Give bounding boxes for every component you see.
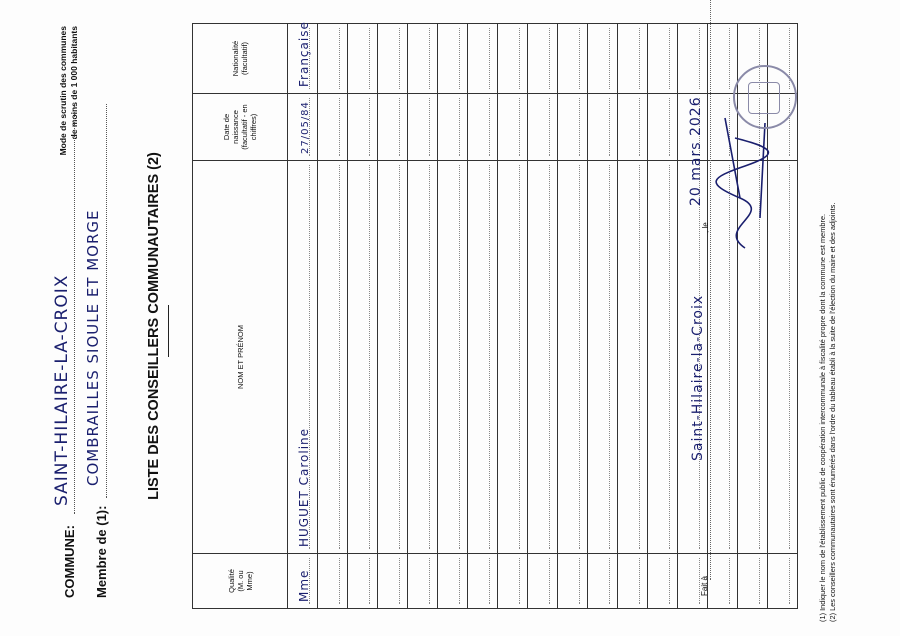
commune-label: COMMUNE: (62, 525, 77, 598)
signature-mark (705, 108, 785, 258)
table-row (618, 24, 648, 609)
header-nationalite: Nationalité (facultatif) (193, 24, 288, 94)
cell-nationalite (288, 21, 318, 94)
table-row (528, 24, 558, 609)
table-row (648, 24, 678, 609)
table-row (408, 24, 438, 609)
title-underline (168, 305, 169, 357)
le-label: , le (701, 222, 710, 233)
header-date: Date de naissance (facultatif - en chiffres) (193, 94, 288, 161)
fait-dotted-line (710, 0, 711, 580)
nationalite-value: Française (297, 21, 311, 87)
membre-value: COMBRAILLES SIOULE ET MORGE (84, 209, 102, 486)
table-header-row (193, 24, 288, 609)
fait-value: Saint-Hilaire-la-Croix (690, 294, 706, 461)
table-row (438, 24, 468, 609)
voting-mode-note (58, 26, 80, 176)
footnote-1: (1) Indiquer le nom de l'établissement public de coopération intercommunale à fiscalité propre dont la commune est membre. (818, 213, 827, 622)
table-row (588, 24, 618, 609)
qualite-value: Mme (297, 569, 311, 602)
table-row (348, 24, 378, 609)
cell-qualite (288, 554, 318, 609)
footnote-2: (2) Les conseillers communautaires sont énumérés dans l'ordre du tableau établi à la suite de l'élection du maire et des adjoints. (828, 202, 837, 622)
cell-date (288, 94, 318, 161)
list-title: LISTE DES CONSEILLERS COMMUNAUTAIRES (2) (146, 152, 162, 500)
commune-value: SAINT-HILAIRE-LA-CROIX (52, 274, 72, 506)
seal-emblem-icon (748, 82, 780, 114)
header-nom: NOM ET PRÉNOM (193, 161, 288, 554)
date-value: 27/05/84 (300, 101, 311, 154)
membre-dotted-line (106, 104, 107, 498)
header-qualite: Qualité (M. ou Mme) (193, 554, 288, 609)
voting-mode-line-1: Mode de scrutin des communes (58, 26, 68, 156)
table-row (318, 24, 348, 609)
membre-label: Membre de (1): (94, 505, 109, 598)
nom-value: HUGUET Caroline (297, 427, 311, 547)
cell-nom (288, 161, 318, 554)
table-row (558, 24, 588, 609)
table-row (378, 24, 408, 609)
table-row (468, 24, 498, 609)
table-row (498, 24, 528, 609)
table-row (288, 24, 318, 609)
fait-label: Fait à (700, 575, 709, 596)
signature-date: 20 mars 2026 (688, 96, 704, 206)
voting-mode-line-2: de moins de 1 000 habitants (69, 26, 79, 140)
commune-dotted-line (74, 104, 75, 514)
